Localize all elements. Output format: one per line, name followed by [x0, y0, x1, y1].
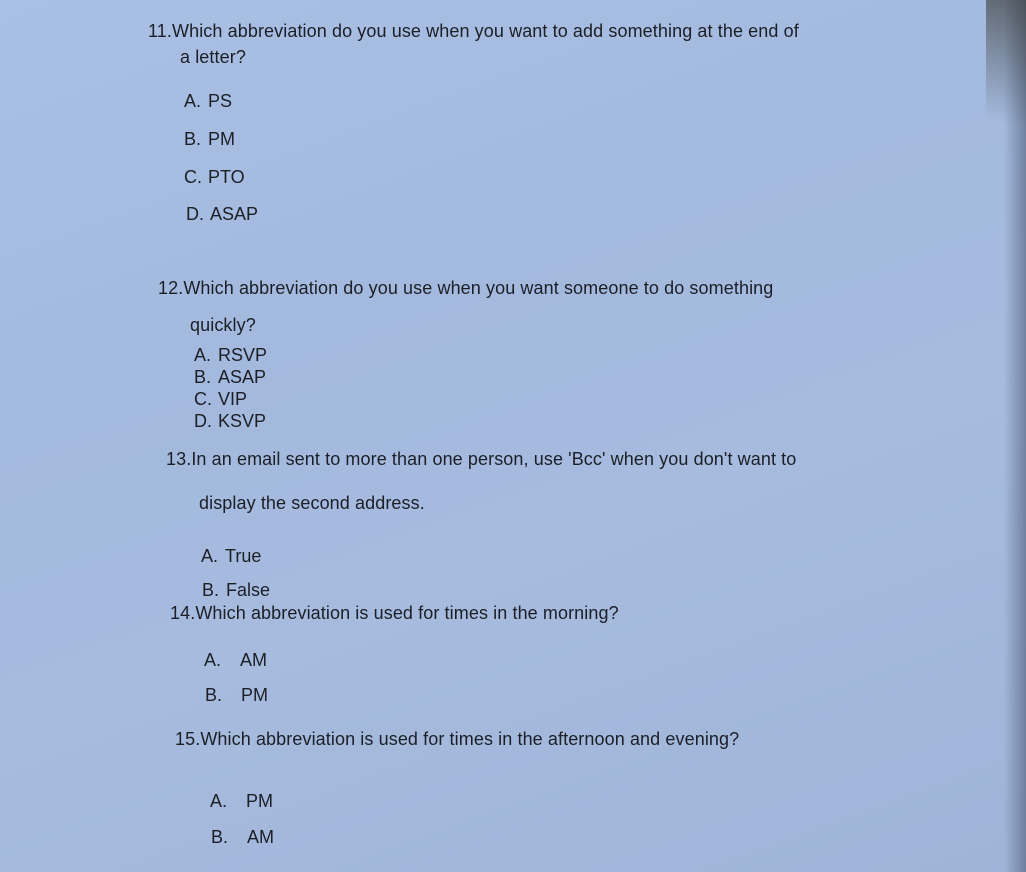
question-11-line-1: [148, 20, 799, 42]
option-text: False: [226, 580, 271, 600]
question-11-option-b: [184, 128, 235, 150]
option-text: KSVP: [218, 411, 267, 431]
option-letter: A.: [210, 791, 228, 811]
question-13-line-1: [166, 448, 796, 470]
question-12-option-c: [194, 388, 247, 410]
question-11-number: 11.: [148, 21, 172, 41]
option-letter: B.: [205, 685, 223, 705]
question-14-number: 14.: [170, 603, 196, 623]
question-15-number: 15.: [175, 729, 201, 749]
option-text: AM: [240, 650, 267, 670]
question-11-option-a: [184, 90, 232, 112]
question-11-option-d: [186, 203, 258, 225]
option-text: AM: [247, 827, 274, 847]
question-12-option-d: [194, 410, 266, 432]
option-text: PM: [246, 791, 273, 811]
question-15-option-a: [210, 790, 273, 812]
option-letter: A.: [184, 91, 202, 111]
question-13-number: 13.: [166, 449, 192, 469]
question-14-option-a: [204, 649, 267, 671]
question-13-line-2: display the second address.: [199, 493, 425, 513]
option-letter: A.: [204, 650, 222, 670]
option-text: PS: [208, 91, 233, 111]
question-13-text: In an email sent to more than one person, use 'Bcc' when you don't want to: [191, 449, 797, 469]
question-11-option-c: [184, 166, 245, 188]
question-13-option-b: [202, 579, 270, 601]
question-12-line-1: [158, 277, 773, 299]
option-text: True: [225, 546, 262, 566]
question-12-line-2: quickly?: [190, 315, 256, 335]
option-letter: B.: [211, 827, 229, 847]
question-14-line-1: [170, 602, 619, 624]
question-12-option-b: [194, 366, 266, 388]
option-letter: A.: [201, 546, 219, 566]
question-11-line-2: a letter?: [180, 47, 246, 67]
option-text: ASAP: [218, 367, 267, 387]
option-letter: B.: [194, 367, 212, 387]
option-text: PTO: [208, 167, 245, 187]
option-letter: C.: [194, 389, 212, 409]
question-15-option-b: [211, 826, 274, 848]
option-letter: B.: [184, 129, 202, 149]
option-text: PM: [208, 129, 235, 149]
option-letter: D.: [186, 204, 204, 224]
option-letter: C.: [184, 167, 202, 187]
question-12-option-a: [194, 344, 267, 366]
question-12-number: 12.: [158, 278, 184, 298]
option-text: ASAP: [210, 204, 259, 224]
question-15-text: Which abbreviation is used for times in the afternoon and evening?: [200, 729, 740, 749]
question-13-option-a: [201, 545, 261, 567]
option-text: VIP: [218, 389, 248, 409]
question-14-text: Which abbreviation is used for times in the morning?: [195, 603, 619, 623]
question-15-line-1: [175, 728, 739, 750]
page-corner-shadow: [986, 0, 1026, 150]
option-text: PM: [241, 685, 268, 705]
option-text: RSVP: [218, 345, 268, 365]
question-14-option-b: [205, 684, 268, 706]
option-letter: A.: [194, 345, 212, 365]
question-12-text: Which abbreviation do you use when you want someone to do something: [183, 278, 774, 298]
option-letter: D.: [194, 411, 212, 431]
question-11-text: Which abbreviation do you use when you want to add something at the end of: [172, 21, 799, 41]
option-letter: B.: [202, 580, 220, 600]
